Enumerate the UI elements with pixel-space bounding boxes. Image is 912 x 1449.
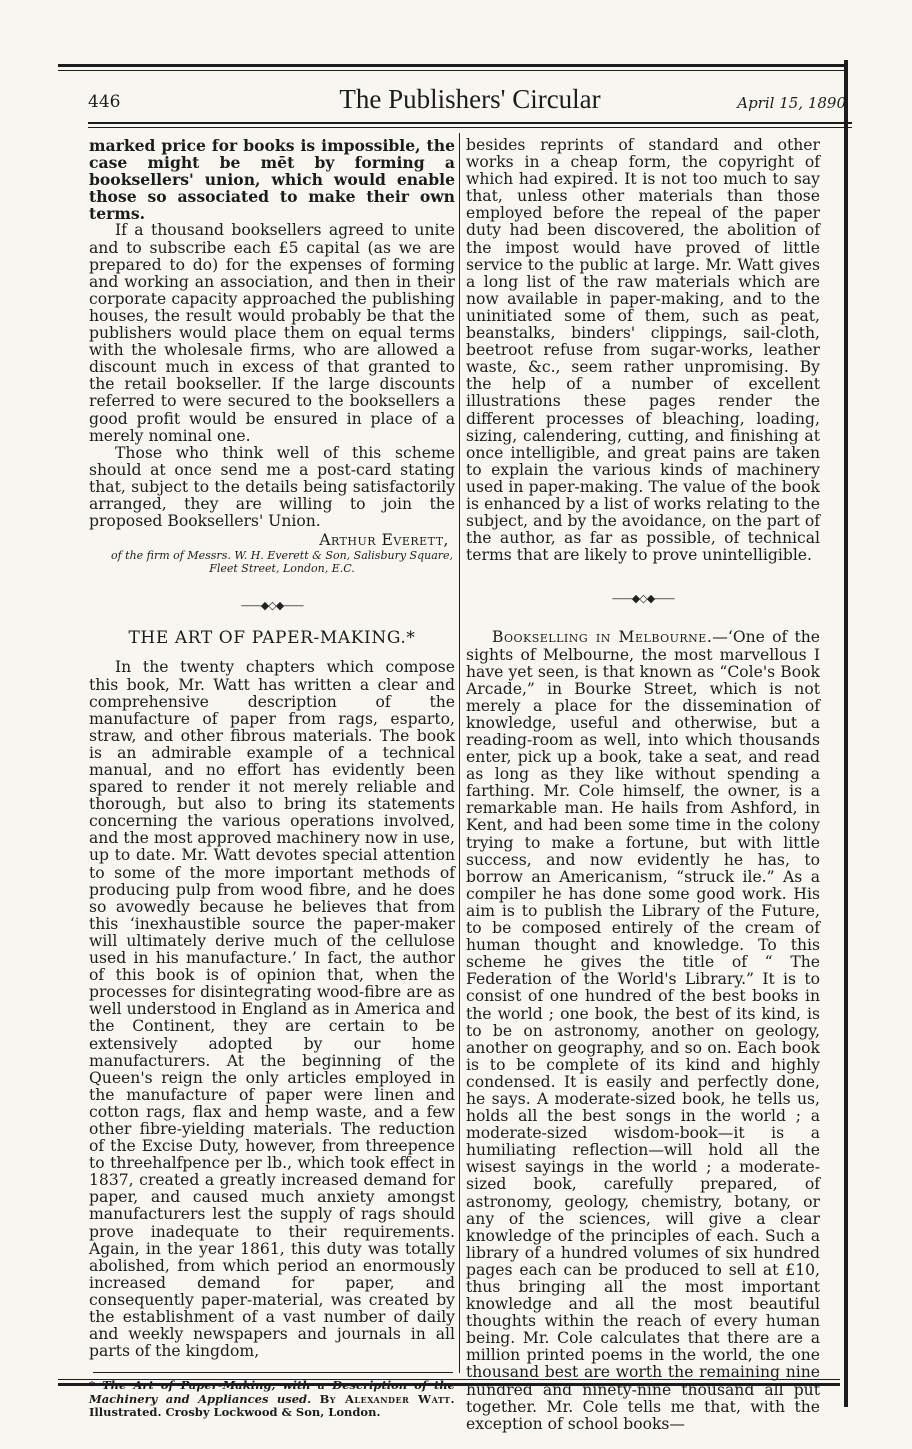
- melbourne-paragraph: [466, 629, 820, 1432]
- letter-paragraph: Those who think well of this scheme should at once send me a post-card stating that, subject to the details being satisfactorily arranged, they are willing to join the proposed Booksellers' Union.: [89, 443, 455, 531]
- footnote-publisher: Illustrated. Crosby Lockwood & Son, London.: [89, 1405, 381, 1420]
- melbourne-text: —‘One of the sights of Melbourne, the most marvellous I have yet seen, is that known as “Cole's Book Arcade,” in Bourke Street, which is not merely a place for the dissemination of knowledge, useful and otherwise, but a reading-room as well, into which thousands enter, pick up a book, take a seat, and read as long as they like without spending a farthing. Mr. Cole himself, the owner, is a remarkable man. He hails from Ashford, in Kent, and had been some time in the colony trying to make a fortune, but with little success, and now evidently he has, to borrow an Americanism, “struck ile.” As a compiler he has done some good work. His aim is to publish the Library of the Future, to be composed entirely of the cream of human thought and knowledge. To this scheme he gives the title of “ The Federation of the World's Library.” It is to consist of one hundred of the best books in the world ; one book, the best of its kind, is to be on astronomy, another on geology, another on geography, and so on. Each book is to be complete of its kind and highly condensed. It is easily and perfectly done, he says. A moderate-sized book, he tells us, holds all the best songs in the world ; a moderate-sized wisdom-book—it is a humiliating reflection—will hold all the wisest sayings in the world ; a moderate-sized book, carefully prepared, of astronomy, geology, chemistry, botany, or any of the sciences, will give a clear knowledge of the principles of each. Such a library of a hundred volumes of six hundred pages each can be produced to sell at £10, thus bringing all the most important knowledge and all the most beautiful thoughts within the reach of every human being. Mr. Cole calculates that there are a million printed poems in the world, the one thousand best are worth the remaining nine hundred and ninety-nine thousand all put together. Mr. Cole tells me that, with the exception of school books—: [466, 628, 820, 1433]
- right-edge-bar: [844, 60, 848, 1407]
- column-divider: [459, 133, 460, 1373]
- right-column: [466, 137, 820, 1433]
- letter-paragraph: If a thousand booksellers agreed to unite and to subscribe each £5 capital (as we are prepared to do) for the expenses of forming and working an association, and then in their corporate capacity approached the publishing houses, the result would probably be that the publishers would place them on equal terms with the wholesale firms, who are allowed a discount much in excess of that granted to the retail bookseller. If the large discounts referred to were secured to the booksellers a good profit would be ensured in place of a merely nominal one.: [89, 221, 455, 445]
- footnote-divider: [93, 1372, 453, 1373]
- top-double-rule: [58, 64, 844, 67]
- signature-affiliation: of the firm of Messrs. W. H. Everett & Son, Salisbury Square, Fleet Street, London, E.C.: [110, 549, 454, 576]
- issue-date: April 15, 1890: [737, 94, 846, 112]
- footnote-book-title: * The Art of Paper-Making, with a Description of the Machinery and Appliances used.: [89, 1378, 455, 1406]
- section-ornament: ——◆◇◆——: [240, 599, 304, 613]
- article-paragraph: In the twenty chapters which compose this book, Mr. Watt has written a clear and comprehensive description of the manufacture of paper from rags, esparto, straw, and other fibrous materials. The book is an admirable example of a technical manual, and no effort has evidently been spared to render it not merely reliable and thorough, but also to bring its statements concerning the various operations involved, and the most approved machinery now in use, up to date. Mr. Watt devotes special attention to some of the more important methods of producing pulp from wood fibre, and he does so avowedly because he believes that from this ‘inexhaustible source the paper-maker will ultimately derive much of the cellulose used in his manufacture.’ In fact, the author of this book is of opinion that, when the processes for disintegrating wood-fibre are as well understood in England as in America and the Continent, they are certain to be extensively adopted by our home manufacturers. At the beginning of the Queen's reign the only articles employed in the manufacture of paper were linen and cotton rags, flax and hemp waste, and a few other fibre-yielding materials. The reduction of the Excise Duty, however, from threepence to threehalfpence per lb., which took effect in 1837, created a greatly increased demand for paper, and caused much anxiety amongst manufacturers lest the supply of rags should prove inadequate to their requirements. Again, in the year 1861, this duty was totally abolished, from which period an enormously increased demand for paper, and consequently paper-material, was created by the establishment of a vast number of daily and weekly newspapers and journals in all parts of the kingdom,: [89, 658, 455, 1361]
- header-rule: [88, 122, 852, 124]
- footnote: [89, 1379, 455, 1420]
- article-paragraph: besides reprints of standard and other works in a cheap form, the copyright of which had expired. It is not too much to say that, unless other materials than those employed before the repeal of the paper duty had been discovered, the abolition of the impost would have proved of little service to the public at large. Mr. Watt gives a long list of the raw materials which are now available in paper-making, and to the uninitiated some of them, such as peat, beanstalks, binders' clippings, sail-cloth, beetroot refuse from sugar-works, leather waste, &c., seem rather unpromising. By the help of a number of excellent illustrations these pages render the different processes of bleaching, loading, sizing, calendering, cutting, and finishing at once intelligible, and great pains are taken to explain the various kinds of machinery used in paper-making. The value of the book is enhanced by a list of works relating to the subject, and by the avoidance, on the part of the author, as far as possible, of technical terms that are likely to prove unintelligible.: [466, 136, 820, 565]
- letter-signature: Arthur Everett,: [319, 531, 449, 550]
- letter-paragraph: marked price for books is impossible, the case might be mēt by forming a booksellers' union, which would enable those so associated to make their own terms.: [89, 136, 455, 224]
- top-double-rule-thin: [58, 70, 844, 71]
- article-title: THE ART OF PAPER-MAKING.*: [128, 628, 416, 649]
- page-header: [88, 84, 852, 118]
- left-column: [89, 137, 455, 1420]
- journal-title: The Publishers' Circular: [339, 84, 601, 114]
- header-rule-thin: [88, 127, 852, 128]
- section-ornament: ——◆◇◆——: [611, 592, 675, 606]
- section-heading: Bookselling in Melbourne.: [492, 628, 713, 647]
- footnote-author: By Alexander Watt.: [319, 1391, 455, 1406]
- page-number: 446: [88, 92, 121, 112]
